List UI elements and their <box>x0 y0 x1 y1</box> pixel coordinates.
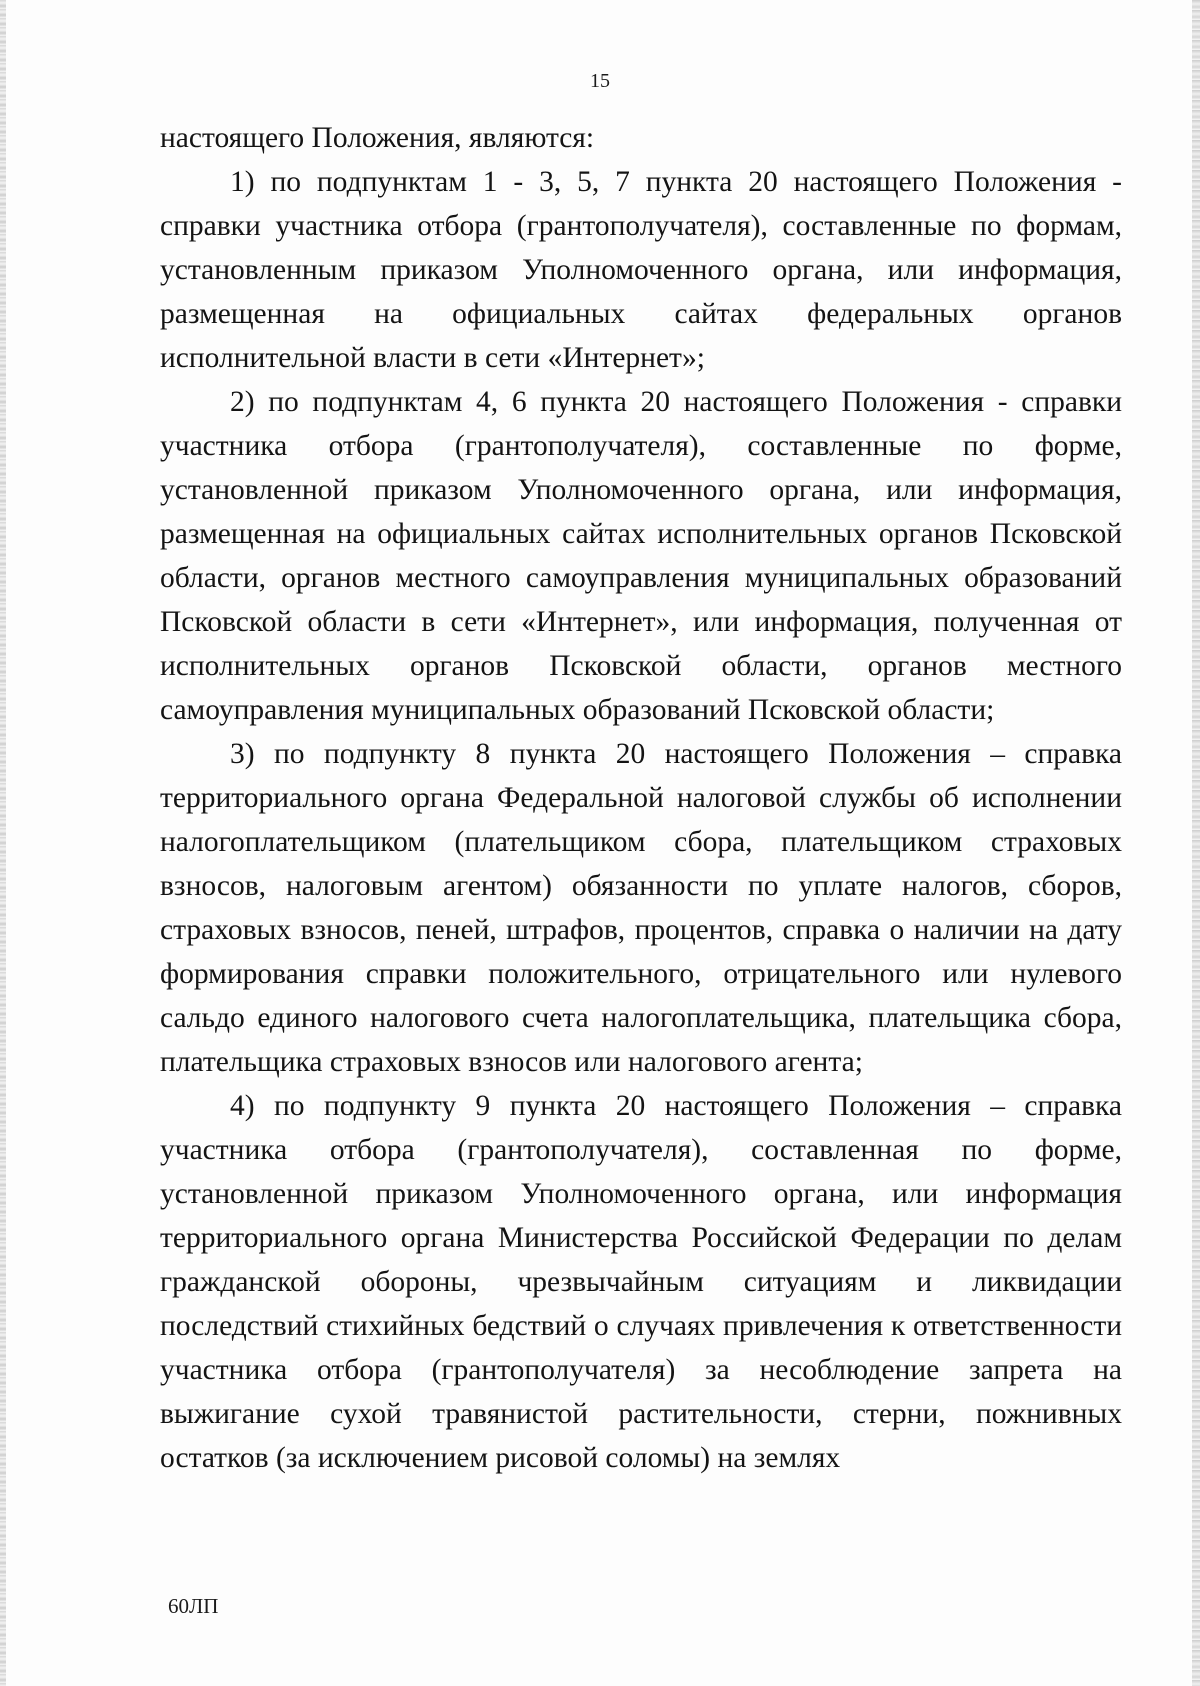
document-code: 60ЛП <box>168 1594 219 1618</box>
scan-edge-left <box>0 0 6 1686</box>
paragraph-item-4: 4) по подпункту 9 пункта 20 настоящего Положения – справка участника отбора (грантополучателя), составленная по форме, установленной приказом Уполномоченного органа, или информация территориального органа Министерства Российской Федерации по делам гражданской обороны, чрезвычайным ситуациям и ликвидации последствий стихийных бедствий о случаях привлечения к ответственности участника отбора (грантополучателя) за несоблюдение запрета на выжигание сухой травянистой растительности, стерни, пожнивных остатков (за исключением рисовой соломы) на землях <box>160 1090 1122 1474</box>
paragraph-item-1: 1) по подпунктам 1 - 3, 5, 7 пункта 20 настоящего Положения - справки участника отбора (грантополучателя), составленные по формам, установленным приказом Уполномоченного органа, или информация, размещенная на официальных сайтах федеральных органов исполнительной власти в сети «Интернет»; <box>160 166 1122 374</box>
paragraph-item-2: 2) по подпунктам 4, 6 пункта 20 настоящего Положения - справки участника отбора (грантополучателя), составленные по форме, установленной приказом Уполномоченного органа, или информация, размещенная на официальных сайтах исполнительных органов Псковской области, органов местного самоуправления муниципальных образований Псковской области в сети «Интернет», или информация, полученная от исполнительных органов Псковской области, органов местного самоуправления муниципальных образований Псковской области; <box>160 386 1122 726</box>
page-number: 15 <box>590 70 610 92</box>
scan-edge-right <box>1192 0 1200 1686</box>
document-body <box>160 116 1122 1480</box>
paragraph-item-3: 3) по подпункту 8 пункта 20 настоящего Положения – справка территориального органа Федеральной налоговой службы об исполнении налогоплательщиком (плательщиком сбора, плательщиком страховых взносов, налоговым агентом) обязанности по уплате налогов, сборов, страховых взносов, пеней, штрафов, процентов, справка о наличии на дату формирования справки положительного, отрицательного или нулевого сальдо единого налогового счета налогоплательщика, плательщика сбора, плательщика страховых взносов или налогового агента; <box>160 738 1122 1078</box>
paragraph-continuation: настоящего Положения, являются: <box>160 122 595 154</box>
